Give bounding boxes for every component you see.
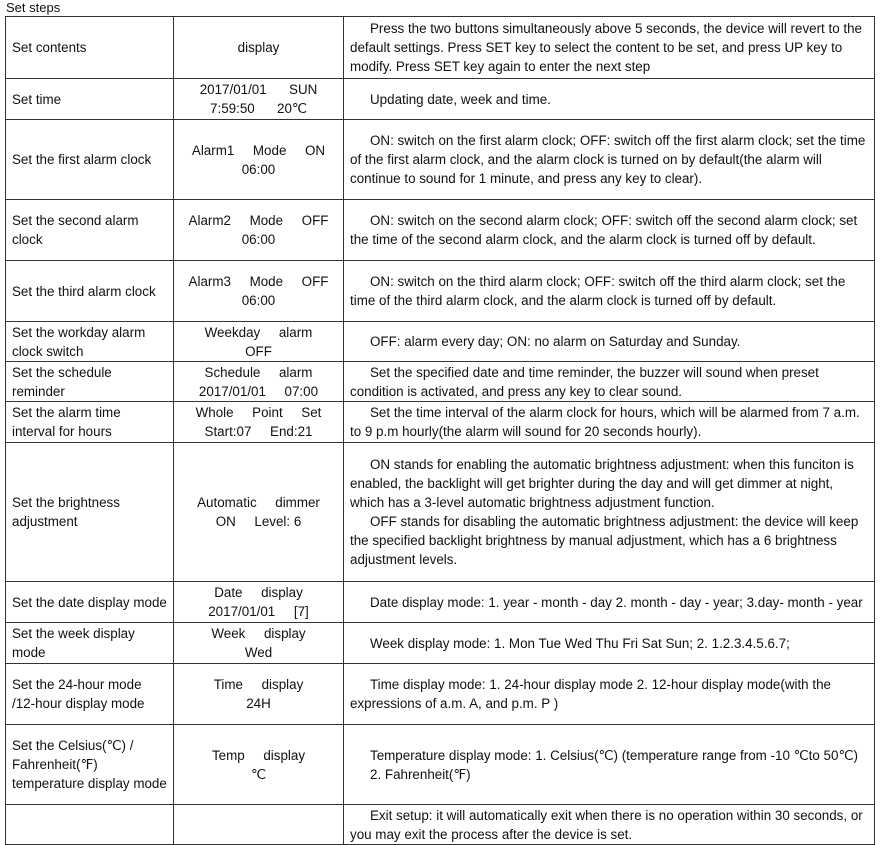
set-item-cell: Set the workday alarm clock switch xyxy=(6,322,174,362)
description-cell xyxy=(344,443,875,582)
description-text: ON: switch on the second alarm clock; OFF: switch off the second alarm clock; set the time of the second alarm clock, and the alarm clock is turned off by default. xyxy=(350,213,858,247)
table-row xyxy=(6,443,875,582)
display-line: Whole Point Set xyxy=(195,405,322,420)
description-cell xyxy=(344,79,875,120)
description-cell xyxy=(344,200,875,261)
set-item-cell: Set the schedule reminder xyxy=(6,362,174,402)
set-item-cell: Set the date display mode xyxy=(6,582,174,623)
table-row xyxy=(6,582,875,623)
display-line: Alarm2 Mode OFF xyxy=(188,213,329,228)
display-cell xyxy=(174,725,344,805)
display-line: Weekday alarm xyxy=(204,324,313,340)
table-row xyxy=(6,120,875,200)
display-line: Wed xyxy=(244,645,273,660)
description-text: Set the specified date and time reminder, the buzzer will sound when preset condition is activated, and press any key to clear sound. xyxy=(350,364,819,399)
display-line: Alarm3 Mode OFF xyxy=(188,274,329,289)
description-cell xyxy=(344,623,875,664)
set-item-cell: Set the first alarm clock xyxy=(6,120,174,200)
description-text: Set the time interval of the alarm clock for hours, which will be alarmed from 7 a.m. to 9 p.m hourly(the alarm will sound for 20 seconds hourly). xyxy=(350,405,860,439)
table-row xyxy=(6,261,875,322)
display-cell xyxy=(174,623,344,664)
display-cell xyxy=(174,362,344,402)
description-text: Exit setup: it will automatically exit when there is no operation within 30 seconds, or you may exit the process after the device is set. xyxy=(350,807,863,842)
table-row xyxy=(6,17,875,79)
display-line: 24H xyxy=(246,696,271,711)
description-text: ON: switch on the third alarm clock; OFF: switch off the third alarm clock; set the time of the third alarm clock, and the alarm clock is turned off by default. xyxy=(350,274,846,308)
description-text: Updating date, week and time. xyxy=(370,91,551,107)
description-text: Date display mode: 1. year - month - day 2. month - day - year; 3.day- month - year xyxy=(370,594,863,610)
description-cell xyxy=(344,664,875,725)
table-row xyxy=(6,623,875,664)
table-row xyxy=(6,200,875,261)
set-item-cell: Set the second alarm clock xyxy=(6,200,174,261)
description-cell xyxy=(344,582,875,623)
description-cell xyxy=(344,322,875,362)
display-cell xyxy=(174,805,344,845)
set-item-cell: Set the week display mode xyxy=(6,623,174,664)
description-cell xyxy=(344,17,875,79)
display-line: 2017/01/01 [7] xyxy=(208,604,309,619)
display-cell xyxy=(174,322,344,362)
description-cell xyxy=(344,402,875,443)
set-item-cell xyxy=(6,805,174,845)
description-cell xyxy=(344,362,875,402)
set-item-cell: Set the 24-hour mode /12-hour display mode xyxy=(6,664,174,725)
display-cell xyxy=(174,120,344,200)
display-cell xyxy=(174,200,344,261)
display-cell xyxy=(174,582,344,623)
description-text: ON stands for enabling the automatic brightness adjustment: when this funciton is enabled, the backlight will get brighter during the day and will get dimmer at night, which has a 3-level automatic brightness adjustment function. xyxy=(350,457,854,510)
description-text: ON: switch on the first alarm clock; OFF: switch off the first alarm clock; set the time of the first alarm clock, and the alarm clock is turned on by default(the alarm will continue to sound for 1 minute, and press any key to clear). xyxy=(350,133,866,186)
set-steps-table xyxy=(5,16,875,845)
table-row xyxy=(6,402,875,443)
table-row xyxy=(6,79,875,120)
table-caption: Set steps xyxy=(6,0,61,15)
display-cell xyxy=(174,79,344,120)
description-text: Week display mode: 1. Mon Tue Wed Thu Fri Sat Sun; 2. 1.2.3.4.5.6.7; xyxy=(370,635,790,651)
set-item-cell: Set the third alarm clock xyxy=(6,261,174,322)
display-line: Automatic dimmer xyxy=(197,495,320,510)
set-item-cell: Set the Celsius(℃) / Fahrenheit(℉) temperature display mode xyxy=(6,725,174,805)
display-cell xyxy=(174,402,344,443)
display-line: Temp display xyxy=(211,747,306,763)
set-item-cell: Set the brightness adjustment xyxy=(6,443,174,582)
description-text: OFF stands for disabling the automatic brightness adjustment: the device will keep the specified backlight brightness by manual adjustment, which has a 6 brightness adjustment levels. xyxy=(350,514,859,567)
display-line: Date display xyxy=(214,585,303,600)
display-line: 2017/01/01 07:00 xyxy=(198,383,319,399)
display-line: Alarm1 Mode ON xyxy=(191,142,326,158)
description-text: Temperature display mode: 1. Celsius(℃) (temperature range from -10 ℃to 50℃) xyxy=(370,747,858,763)
description-cell xyxy=(344,261,875,322)
display-cell xyxy=(174,261,344,322)
display-line: 2017/01/01 SUN xyxy=(199,82,318,97)
display-line: Time display xyxy=(213,677,304,692)
description-text: Time display mode: 1. 24-hour display mode 2. 12-hour display mode(with the expressions of a.m. A, and p.m. P ) xyxy=(350,677,831,711)
table-row xyxy=(6,322,875,362)
display-cell xyxy=(174,664,344,725)
description-cell xyxy=(344,805,875,845)
display-line: Week display xyxy=(211,626,306,641)
display-line: 7:59:50 20℃ xyxy=(210,101,307,116)
description-text: OFF: alarm every day; ON: no alarm on Saturday and Sunday. xyxy=(370,334,741,349)
description-cell xyxy=(344,120,875,200)
description-text: Press the two buttons simultaneously above 5 seconds, the device will revert to the default settings. Press SET key to select the content to be set, and press UP key to modify. Press SET key again to enter the next step xyxy=(350,21,862,74)
set-item-cell: Set time xyxy=(6,79,174,120)
display-cell xyxy=(174,443,344,582)
display-line: ℃ xyxy=(250,766,267,782)
display-line: 06:00 xyxy=(241,232,276,247)
table-row xyxy=(6,805,875,845)
description-cell xyxy=(344,725,875,805)
display-line: 06:00 xyxy=(241,293,276,308)
table-row xyxy=(6,725,875,805)
display-line: OFF xyxy=(245,343,272,359)
display-line: display xyxy=(237,40,280,55)
description-text: 2. Fahrenheit(℉) xyxy=(370,766,471,782)
table-row xyxy=(6,362,875,402)
table-row xyxy=(6,664,875,725)
display-line: Start:07 End:21 xyxy=(204,424,313,439)
set-item-cell: Set the alarm time interval for hours xyxy=(6,402,174,443)
display-cell xyxy=(174,17,344,79)
set-item-cell: Set contents xyxy=(6,17,174,79)
display-line: 06:00 xyxy=(241,161,276,177)
display-line: ON Level: 6 xyxy=(215,514,302,529)
display-line: Schedule alarm xyxy=(204,364,313,380)
